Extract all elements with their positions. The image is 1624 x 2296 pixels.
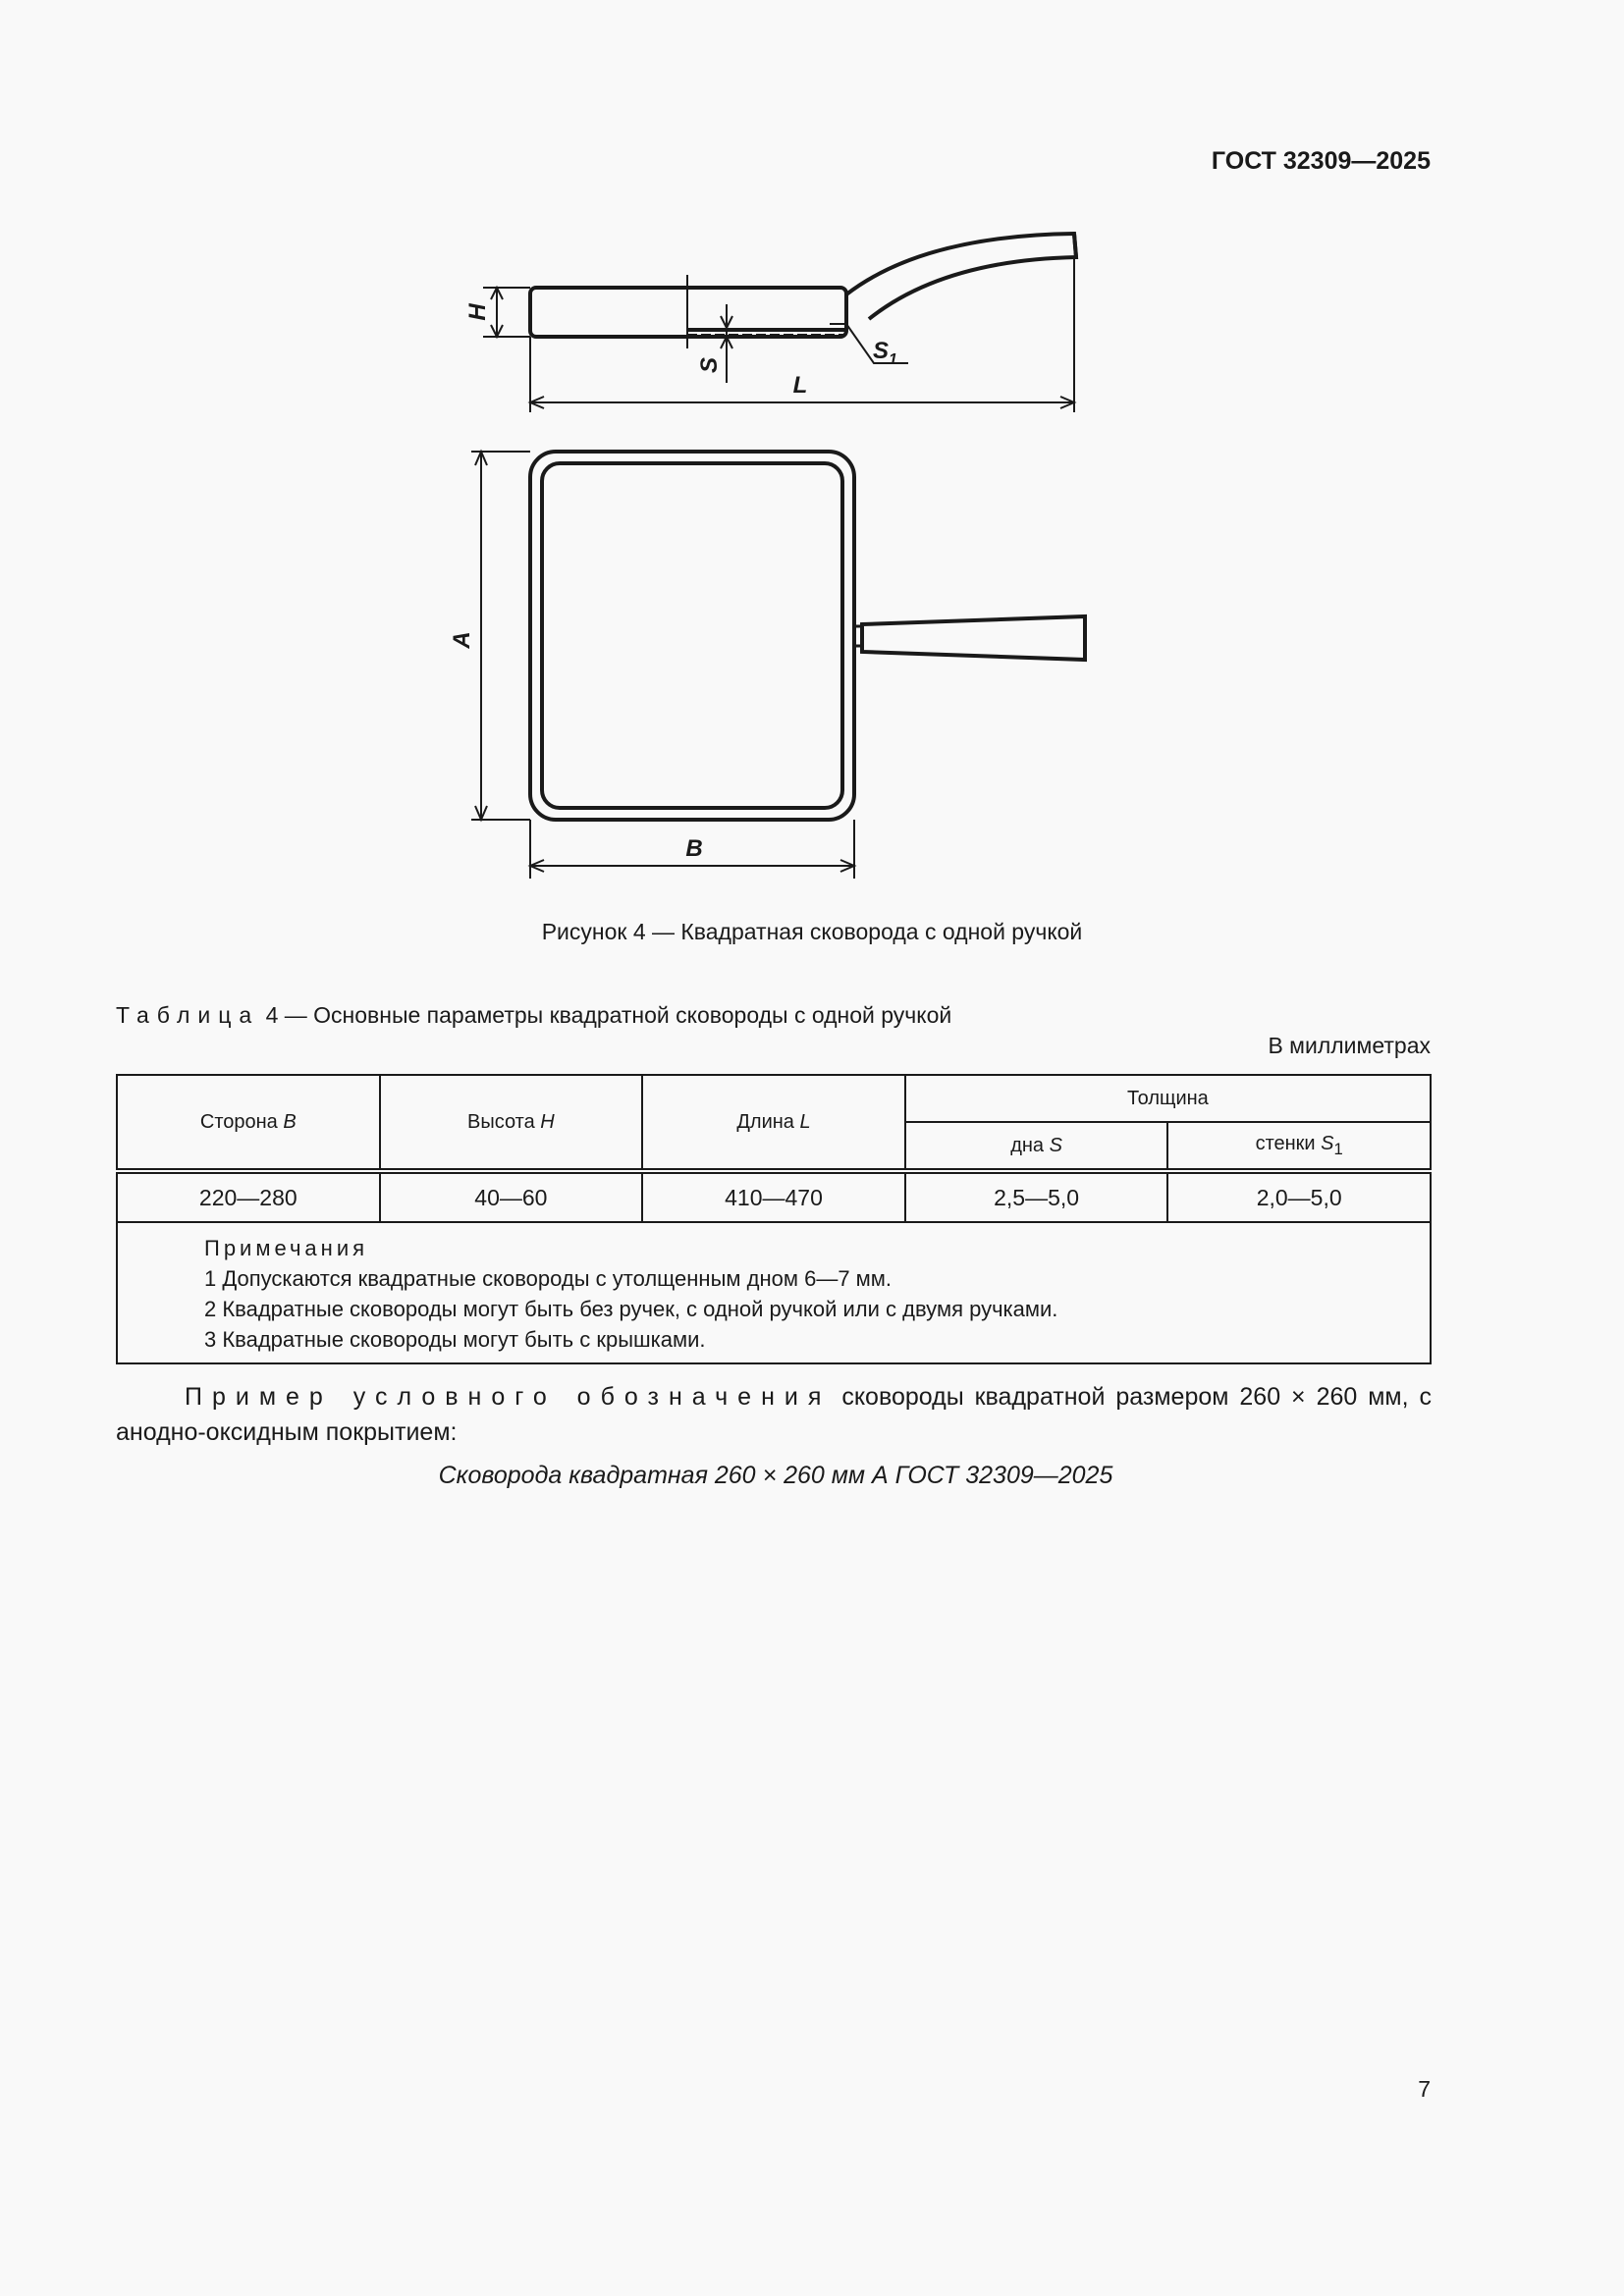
header-height: Высота H [380, 1075, 643, 1171]
table-caption: Таблица 4 — Основные параметры квадратной сковороды с одной ручкой [116, 1002, 952, 1028]
header-bottom: дна S [905, 1122, 1168, 1171]
table-units: В миллиметрах [1268, 1033, 1431, 1058]
label-l: L [792, 372, 808, 399]
top-view [471, 452, 1085, 879]
note-item: 1 Допускаются квадратные сковороды с утолщенным дном 6—7 мм. [204, 1266, 893, 1291]
table-row [117, 1171, 1431, 1222]
label-b: B [685, 835, 703, 862]
label-a: A [449, 631, 475, 649]
cell-wall: 2,0—5,0 [1167, 1171, 1431, 1222]
pan-drawing [0, 0, 1624, 942]
header-wall: стенки $S_1$ [1167, 1122, 1431, 1171]
page-number: 7 [1418, 2076, 1431, 2102]
label-s1: $S_1$ [873, 338, 897, 368]
standard-code: ГОСТ 32309—2025 [1211, 147, 1431, 175]
note-item: 3 Квадратные сковороды могут быть с крышками. [204, 1327, 706, 1352]
label-s: S [696, 356, 723, 374]
cell-length: 410—470 [642, 1171, 905, 1222]
parameters-table [116, 1074, 1432, 1364]
cell-bottom: 2,5—5,0 [905, 1171, 1168, 1222]
label-h: H [464, 303, 491, 321]
cell-side: 220—280 [117, 1171, 380, 1222]
figure-caption: Рисунок 4 — Квадратная сковорода с одной ручкой [541, 919, 1083, 944]
note-item: 2 Квадратные сковороды могут быть без ручек, с одной ручкой или с двумя ручками. [204, 1297, 1058, 1321]
table-notes [117, 1222, 1431, 1363]
cell-height: 40—60 [380, 1171, 643, 1222]
header-side: Сторона B [117, 1075, 380, 1171]
header-length: Длина L [642, 1075, 905, 1171]
example-paragraph: Пример условного обозначения сковороды квадратной размером 260 × 260 мм, с анодно-оксидным покрытием: [116, 1383, 1433, 1446]
side-view [483, 234, 1076, 412]
header-thickness: Толщина [905, 1075, 1431, 1122]
notes-title: Примечания [204, 1236, 369, 1260]
example-designation: Сковорода квадратная 260 × 260 мм А ГОСТ 32309—2025 [438, 1462, 1113, 1489]
